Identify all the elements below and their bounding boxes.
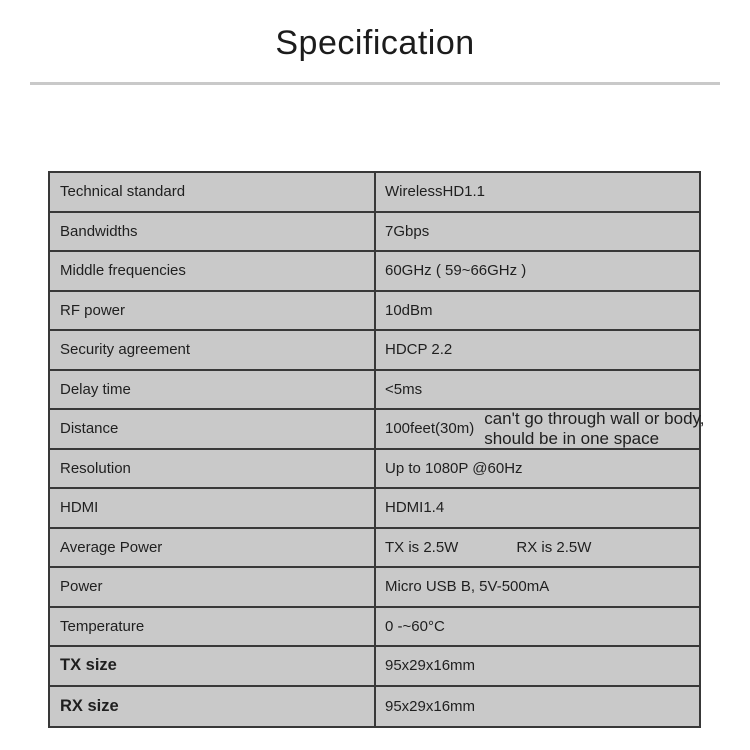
table-row <box>50 489 699 529</box>
row-label: Bandwidths <box>50 213 376 251</box>
table-row <box>50 371 699 411</box>
table-row <box>50 252 699 292</box>
row-label: Security agreement <box>50 331 376 369</box>
row-label: HDMI <box>50 489 376 527</box>
row-value-cell <box>376 489 699 527</box>
row-label: Average Power <box>50 529 376 567</box>
row-value: 60GHz ( 59~66GHz ) <box>385 262 527 280</box>
row-value: HDCP 2.2 <box>385 341 453 359</box>
table-row <box>50 647 699 687</box>
table-row <box>50 408 705 450</box>
row-value-cell <box>376 173 699 211</box>
row-value-cell <box>376 371 699 409</box>
row-value: <5ms <box>385 380 423 398</box>
row-label: Resolution <box>50 450 376 488</box>
row-label: TX size <box>50 647 376 685</box>
row-value-cell <box>376 410 705 448</box>
row-value-cell <box>376 608 699 646</box>
row-value: 95x29x16mm <box>385 657 476 675</box>
table-row <box>50 292 699 332</box>
row-value: 95x29x16mm <box>385 697 476 715</box>
row-label: Temperature <box>50 608 376 646</box>
note-line-2: should be in one space <box>484 428 660 448</box>
row-value-cell <box>376 292 699 330</box>
row-value: WirelessHD1.1 <box>385 183 486 201</box>
table-row <box>50 213 699 253</box>
row-value: 100feet(30m) <box>385 420 475 438</box>
row-label: RF power <box>50 292 376 330</box>
table-row <box>50 608 699 648</box>
row-value: 10dBm <box>385 301 433 319</box>
row-label: Distance <box>50 410 376 448</box>
table-row <box>50 331 699 371</box>
row-value: TX is 2.5W <box>385 538 459 556</box>
row-label: RX size <box>50 687 376 727</box>
row-value-secondary: RX is 2.5W <box>516 538 592 556</box>
specification-table <box>48 171 705 728</box>
row-value-cell <box>376 213 699 251</box>
table-row <box>50 529 699 569</box>
row-label: Middle frequencies <box>50 252 376 290</box>
row-value: 7Gbps <box>385 222 430 240</box>
note-line-1: can't go through wall or body, <box>484 408 705 428</box>
row-value: HDMI1.4 <box>385 499 445 517</box>
row-value-note <box>484 409 704 449</box>
row-value-cell <box>376 331 699 369</box>
specification-page <box>0 24 750 750</box>
row-value: Up to 1080P @60Hz <box>385 459 523 477</box>
row-label: Technical standard <box>50 173 376 211</box>
table-row <box>50 450 699 490</box>
table-row <box>50 568 699 608</box>
row-value-cell <box>376 529 699 567</box>
row-value-cell <box>376 450 699 488</box>
row-value-cell <box>376 647 699 685</box>
title-divider-line <box>30 82 720 85</box>
row-value-cell <box>376 252 699 290</box>
row-label: Power <box>50 568 376 606</box>
row-value: 0 -~60°C <box>385 617 445 635</box>
row-value-cell <box>376 568 699 606</box>
row-label: Delay time <box>50 371 376 409</box>
row-value: Micro USB B, 5V-500mA <box>385 578 550 596</box>
row-value-cell <box>376 687 699 727</box>
table-row <box>50 173 699 213</box>
page-title: Specification <box>275 24 475 62</box>
table-row <box>50 687 699 727</box>
